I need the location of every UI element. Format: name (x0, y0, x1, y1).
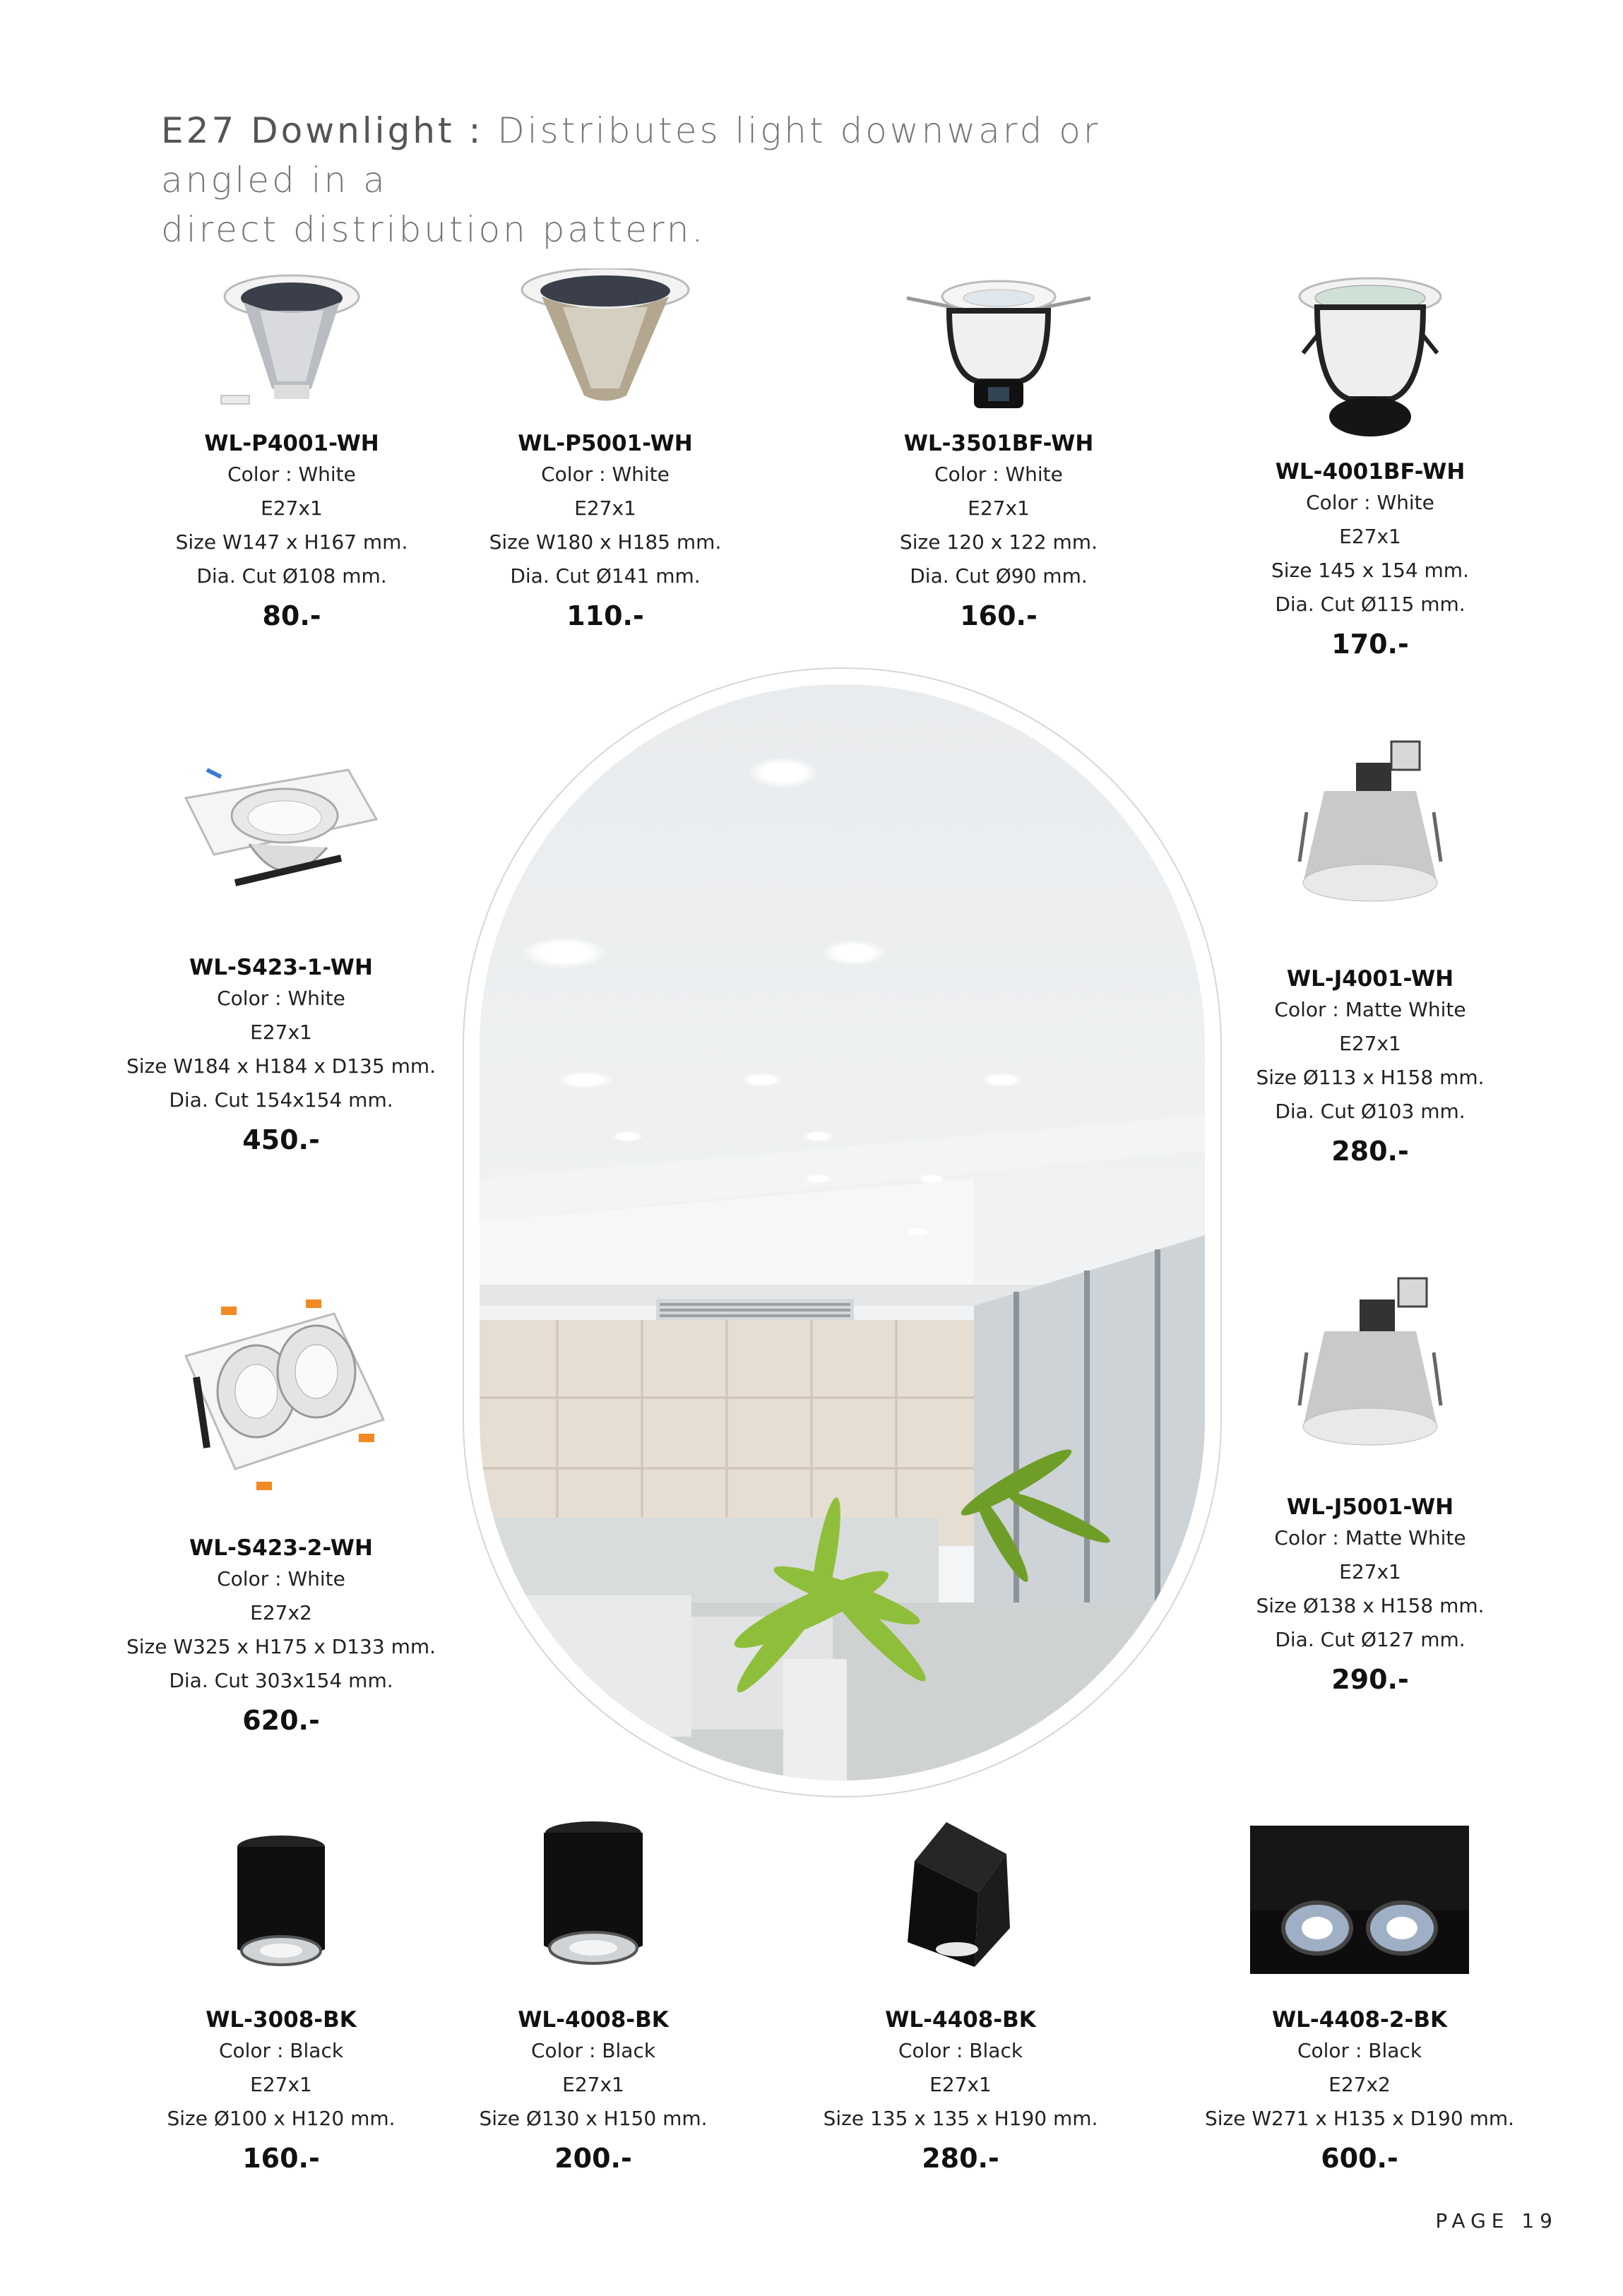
black-cylinder-surface-light-icon (523, 1815, 664, 1977)
product-lamp: E27x1 (261, 496, 323, 520)
product-lamp: E27x1 (1339, 1560, 1401, 1583)
product-size: Size W271 x H135 x D190 mm. (1204, 2107, 1515, 2130)
product-card (777, 1815, 1144, 2178)
product-lamp: E27x1 (1339, 525, 1401, 548)
product-name: WL-4408-2-BK (1271, 2007, 1448, 2033)
product-price: 160.- (960, 600, 1038, 631)
page-number: PAGE 19 (1435, 2209, 1558, 2232)
product-cut: Dia. Cut Ø127 mm. (1275, 1628, 1466, 1651)
product-price: 600.- (1321, 2143, 1398, 2174)
product-lamp: E27x1 (929, 2073, 992, 2096)
product-lamp: E27x2 (250, 1601, 312, 1624)
product-card (1187, 268, 1554, 664)
product-size: Size W184 x H184 x D135 mm. (126, 1054, 436, 1078)
product-color: Color : White (217, 987, 345, 1010)
product-card (97, 756, 465, 1160)
black-twin-box-light-icon (1247, 1822, 1473, 1977)
product-card (1187, 734, 1554, 1171)
product-size: Size W147 x H167 mm. (175, 530, 408, 554)
recessed-reflector-downlight-icon (207, 268, 376, 417)
product-size: Size W325 x H175 x D133 mm. (126, 1635, 436, 1658)
product-size: Size Ø113 x H158 mm. (1256, 1066, 1485, 1089)
product-name: WL-3008-BK (206, 2007, 357, 2033)
recessed-glass-downlight-icon (1285, 268, 1455, 445)
product-cut: Dia. Cut Ø90 mm. (910, 564, 1088, 588)
product-name: WL-S423-2-WH (189, 1535, 373, 1561)
product-price: 80.- (262, 600, 321, 631)
product-color: Color : White (934, 463, 1063, 486)
product-color: Color : Matte White (1274, 1526, 1466, 1549)
product-color: Color : White (227, 463, 356, 486)
product-name: WL-P4001-WH (204, 431, 379, 456)
product-color: Color : White (217, 1567, 345, 1590)
product-cut: Dia. Cut Ø115 mm. (1275, 593, 1466, 616)
product-card (1187, 1271, 1554, 1699)
product-cut: Dia. Cut 303x154 mm. (169, 1669, 393, 1692)
product-name: WL-P5001-WH (518, 431, 693, 456)
product-name: WL-J5001-WH (1286, 1494, 1454, 1520)
black-cylinder-surface-light-icon (210, 1829, 352, 1977)
product-price: 280.- (922, 2143, 999, 2174)
product-color: Color : Black (898, 2039, 1023, 2062)
product-card (97, 1292, 465, 1740)
product-price: 450.- (242, 1124, 320, 1155)
product-price: 200.- (554, 2143, 632, 2174)
cone-downlight-icon (1285, 1271, 1455, 1476)
product-name: WL-3501BF-WH (903, 431, 1094, 456)
product-color: Color : Matte White (1274, 998, 1466, 1021)
product-cut: Dia. Cut Ø108 mm. (196, 564, 387, 588)
product-size: Size 145 x 154 mm. (1271, 559, 1469, 582)
product-name: WL-4408-BK (885, 2007, 1036, 2033)
product-price: 280.- (1331, 1136, 1409, 1167)
product-card (108, 268, 475, 636)
header-description-line1: Distributes light downward or angled in a (161, 110, 1101, 201)
product-card (1176, 1822, 1543, 2178)
product-cut: Dia. Cut Ø141 mm. (510, 564, 701, 588)
product-cut: Dia. Cut 154x154 mm. (169, 1088, 393, 1112)
product-name: WL-S423-1-WH (189, 955, 373, 980)
photo-clip (480, 684, 1205, 1780)
product-price: 170.- (1331, 629, 1409, 660)
product-card (410, 1815, 777, 2178)
product-lamp: E27x1 (574, 496, 636, 520)
product-price: 290.- (1331, 1664, 1409, 1695)
product-card (422, 268, 789, 636)
product-size: Size Ø138 x H158 mm. (1256, 1594, 1485, 1617)
product-lamp: E27x1 (1339, 1032, 1401, 1055)
product-name: WL-4008-BK (518, 2007, 669, 2033)
product-price: 620.- (242, 1705, 320, 1736)
cone-downlight-icon (1285, 734, 1455, 932)
product-lamp: E27x1 (968, 496, 1030, 520)
product-name: WL-4001BF-WH (1275, 459, 1466, 484)
product-color: Color : Black (1297, 2039, 1422, 2062)
product-size: Size Ø130 x H150 mm. (479, 2107, 708, 2130)
header-title: E27 Downlight : (161, 110, 484, 151)
page-header (161, 106, 1150, 254)
product-price: 110.- (566, 600, 644, 631)
product-size: Size Ø100 x H120 mm. (167, 2107, 396, 2130)
product-name: WL-J4001-WH (1286, 966, 1454, 992)
square-gimbal-downlight-icon (179, 756, 384, 904)
product-cut: Dia. Cut Ø103 mm. (1275, 1100, 1466, 1123)
product-size: Size 135 x 135 x H190 mm. (823, 2107, 1098, 2130)
product-color: Color : White (1306, 491, 1434, 514)
product-size: Size 120 x 122 mm. (900, 530, 1098, 554)
product-color: Color : White (541, 463, 670, 486)
office-scene-illustration (480, 684, 1205, 1780)
product-price: 160.- (242, 2143, 320, 2174)
product-lamp: E27x1 (562, 2073, 624, 2096)
double-gimbal-downlight-icon (172, 1292, 391, 1497)
product-size: Size W180 x H185 mm. (489, 530, 722, 554)
recessed-reflector-downlight-icon (513, 268, 697, 417)
product-color: Color : Black (530, 2039, 656, 2062)
product-lamp: E27x1 (250, 1021, 312, 1044)
product-lamp: E27x1 (250, 2073, 312, 2096)
product-color: Color : Black (218, 2039, 344, 2062)
product-lamp: E27x2 (1328, 2073, 1391, 2096)
office-interior-photo (463, 667, 1222, 1797)
recessed-glass-downlight-icon (900, 268, 1098, 417)
product-card (815, 268, 1182, 636)
black-square-surface-light-icon (883, 1815, 1038, 1977)
header-description-line2: direct distribution pattern. (161, 209, 706, 250)
